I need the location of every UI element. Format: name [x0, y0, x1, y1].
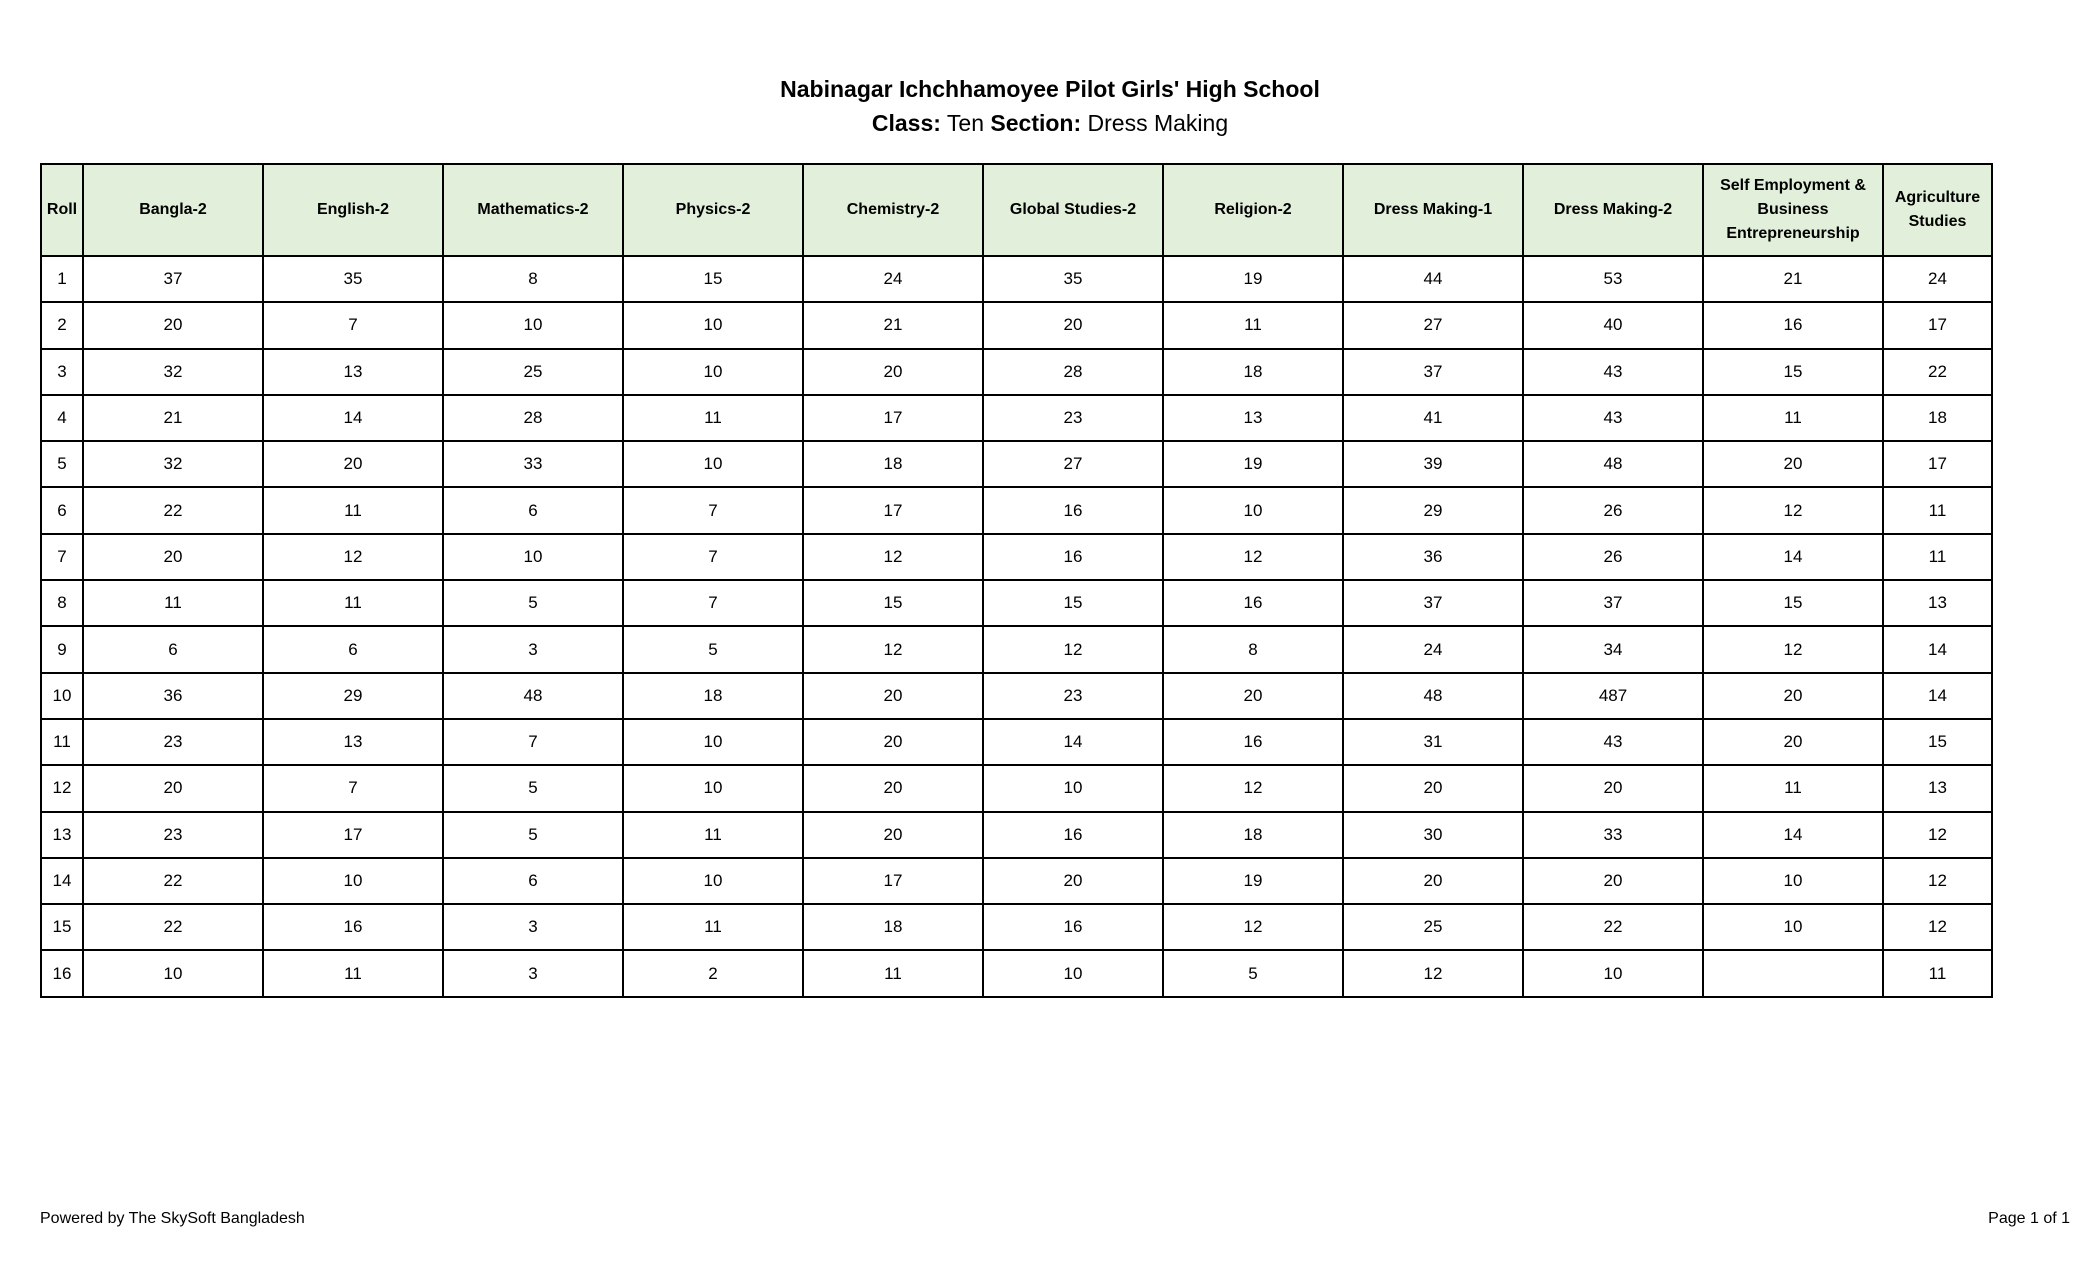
table-row [41, 256, 1992, 302]
mark-cell: 10 [623, 858, 803, 904]
mark-cell: 16 [1703, 302, 1883, 348]
section-label: Section: [990, 110, 1082, 136]
mark-cell: 10 [623, 302, 803, 348]
mark-cell: 17 [803, 858, 983, 904]
mark-cell: 18 [623, 673, 803, 719]
mark-cell: 8 [443, 256, 623, 302]
mark-cell: 17 [263, 812, 443, 858]
mark-cell: 17 [803, 395, 983, 441]
report-header [0, 72, 2100, 140]
roll-cell: 10 [41, 673, 83, 719]
marks-table [40, 163, 1993, 998]
roll-cell: 4 [41, 395, 83, 441]
table-header-row [41, 164, 1992, 256]
mark-cell: 18 [803, 441, 983, 487]
column-header: Religion-2 [1163, 164, 1343, 256]
mark-cell: 10 [623, 765, 803, 811]
mark-cell: 20 [1343, 858, 1523, 904]
mark-cell: 26 [1523, 487, 1703, 533]
mark-cell: 16 [983, 487, 1163, 533]
mark-cell: 12 [1343, 950, 1523, 996]
page-number: Page 1 of 1 [1988, 1210, 2070, 1227]
mark-cell: 487 [1523, 673, 1703, 719]
column-header: English-2 [263, 164, 443, 256]
roll-cell: 5 [41, 441, 83, 487]
mark-cell: 15 [1883, 719, 1992, 765]
mark-cell [1703, 950, 1883, 996]
mark-cell: 12 [803, 626, 983, 672]
mark-cell: 10 [443, 534, 623, 580]
mark-cell: 27 [983, 441, 1163, 487]
mark-cell: 14 [1883, 673, 1992, 719]
mark-cell: 12 [1703, 487, 1883, 533]
mark-cell: 18 [1883, 395, 1992, 441]
mark-cell: 12 [1703, 626, 1883, 672]
mark-cell: 15 [623, 256, 803, 302]
mark-cell: 20 [83, 534, 263, 580]
table-row [41, 719, 1992, 765]
mark-cell: 16 [983, 904, 1163, 950]
mark-cell: 13 [1883, 765, 1992, 811]
mark-cell: 11 [263, 950, 443, 996]
mark-cell: 18 [803, 904, 983, 950]
mark-cell: 25 [443, 349, 623, 395]
roll-cell: 16 [41, 950, 83, 996]
mark-cell: 37 [83, 256, 263, 302]
mark-cell: 15 [1703, 349, 1883, 395]
mark-cell: 26 [1523, 534, 1703, 580]
mark-cell: 11 [1703, 765, 1883, 811]
mark-cell: 48 [443, 673, 623, 719]
roll-cell: 3 [41, 349, 83, 395]
roll-cell: 6 [41, 487, 83, 533]
mark-cell: 12 [1163, 904, 1343, 950]
class-label: Class: [871, 110, 941, 136]
mark-cell: 21 [1703, 256, 1883, 302]
mark-cell: 6 [443, 487, 623, 533]
mark-cell: 16 [983, 534, 1163, 580]
mark-cell: 20 [1703, 441, 1883, 487]
mark-cell: 20 [83, 765, 263, 811]
mark-cell: 14 [1703, 534, 1883, 580]
mark-cell: 14 [1703, 812, 1883, 858]
mark-cell: 10 [983, 765, 1163, 811]
mark-cell: 22 [83, 904, 263, 950]
roll-cell: 8 [41, 580, 83, 626]
mark-cell: 40 [1523, 302, 1703, 348]
mark-cell: 11 [1883, 534, 1992, 580]
mark-cell: 20 [1523, 765, 1703, 811]
mark-cell: 20 [1703, 673, 1883, 719]
section-value: Dress Making [1087, 110, 1229, 136]
table-row [41, 858, 1992, 904]
mark-cell: 23 [83, 812, 263, 858]
mark-cell: 24 [803, 256, 983, 302]
mark-cell: 17 [1883, 441, 1992, 487]
mark-cell: 20 [263, 441, 443, 487]
mark-cell: 5 [443, 580, 623, 626]
mark-cell: 33 [1523, 812, 1703, 858]
mark-cell: 19 [1163, 858, 1343, 904]
column-header: Dress Making-2 [1523, 164, 1703, 256]
mark-cell: 5 [443, 765, 623, 811]
mark-cell: 41 [1343, 395, 1523, 441]
mark-cell: 13 [263, 349, 443, 395]
mark-cell: 20 [803, 349, 983, 395]
mark-cell: 30 [1343, 812, 1523, 858]
powered-by-footer: Powered by The SkySoft Bangladesh [40, 1210, 305, 1227]
column-header: Self Employment & Business Entrepreneurship [1703, 164, 1883, 256]
mark-cell: 14 [1883, 626, 1992, 672]
mark-cell: 13 [1163, 395, 1343, 441]
mark-cell: 10 [1523, 950, 1703, 996]
mark-cell: 20 [1703, 719, 1883, 765]
mark-cell: 32 [83, 441, 263, 487]
mark-cell: 14 [983, 719, 1163, 765]
table-row [41, 950, 1992, 996]
mark-cell: 10 [443, 302, 623, 348]
table-row [41, 441, 1992, 487]
mark-cell: 16 [263, 904, 443, 950]
mark-cell: 10 [623, 349, 803, 395]
mark-cell: 21 [803, 302, 983, 348]
mark-cell: 53 [1523, 256, 1703, 302]
mark-cell: 7 [263, 302, 443, 348]
mark-cell: 12 [1163, 765, 1343, 811]
mark-cell: 36 [1343, 534, 1523, 580]
mark-cell: 48 [1523, 441, 1703, 487]
mark-cell: 10 [83, 950, 263, 996]
mark-cell: 11 [1163, 302, 1343, 348]
mark-cell: 18 [1163, 349, 1343, 395]
mark-cell: 7 [443, 719, 623, 765]
mark-cell: 20 [1523, 858, 1703, 904]
roll-cell: 12 [41, 765, 83, 811]
mark-cell: 19 [1163, 256, 1343, 302]
mark-cell: 43 [1523, 395, 1703, 441]
roll-cell: 15 [41, 904, 83, 950]
mark-cell: 36 [83, 673, 263, 719]
table-row [41, 812, 1992, 858]
mark-cell: 2 [623, 950, 803, 996]
mark-cell: 3 [443, 904, 623, 950]
mark-cell: 10 [1703, 858, 1883, 904]
mark-cell: 5 [1163, 950, 1343, 996]
mark-cell: 37 [1523, 580, 1703, 626]
mark-cell: 28 [983, 349, 1163, 395]
mark-cell: 12 [1883, 812, 1992, 858]
mark-cell: 10 [983, 950, 1163, 996]
table-row [41, 904, 1992, 950]
mark-cell: 15 [1703, 580, 1883, 626]
mark-cell: 20 [1343, 765, 1523, 811]
mark-cell: 19 [1163, 441, 1343, 487]
mark-cell: 7 [623, 534, 803, 580]
mark-cell: 23 [83, 719, 263, 765]
mark-cell: 22 [1883, 349, 1992, 395]
mark-cell: 20 [803, 673, 983, 719]
table-row [41, 302, 1992, 348]
mark-cell: 22 [83, 487, 263, 533]
mark-cell: 12 [1883, 858, 1992, 904]
mark-cell: 33 [443, 441, 623, 487]
column-header: Roll [41, 164, 83, 256]
mark-cell: 11 [263, 487, 443, 533]
mark-cell: 12 [1163, 534, 1343, 580]
mark-cell: 11 [623, 904, 803, 950]
mark-cell: 11 [1703, 395, 1883, 441]
mark-cell: 20 [983, 302, 1163, 348]
mark-cell: 11 [263, 580, 443, 626]
mark-cell: 22 [1523, 904, 1703, 950]
mark-cell: 6 [263, 626, 443, 672]
roll-cell: 7 [41, 534, 83, 580]
mark-cell: 16 [1163, 580, 1343, 626]
mark-cell: 5 [443, 812, 623, 858]
mark-cell: 13 [263, 719, 443, 765]
table-row [41, 765, 1992, 811]
school-name: Nabinagar Ichchhamoyee Pilot Girls' High School [780, 76, 1320, 102]
mark-cell: 27 [1343, 302, 1523, 348]
mark-cell: 15 [803, 580, 983, 626]
mark-cell: 16 [983, 812, 1163, 858]
mark-cell: 48 [1343, 673, 1523, 719]
roll-cell: 1 [41, 256, 83, 302]
mark-cell: 11 [803, 950, 983, 996]
column-header: Chemistry-2 [803, 164, 983, 256]
mark-cell: 12 [1883, 904, 1992, 950]
mark-cell: 24 [1883, 256, 1992, 302]
mark-cell: 23 [983, 395, 1163, 441]
table-row [41, 487, 1992, 533]
mark-cell: 22 [83, 858, 263, 904]
mark-cell: 10 [623, 719, 803, 765]
mark-cell: 17 [1883, 302, 1992, 348]
mark-cell: 35 [263, 256, 443, 302]
roll-cell: 9 [41, 626, 83, 672]
mark-cell: 20 [83, 302, 263, 348]
mark-cell: 3 [443, 950, 623, 996]
class-section-line [0, 106, 2100, 140]
mark-cell: 23 [983, 673, 1163, 719]
column-header: Bangla-2 [83, 164, 263, 256]
mark-cell: 12 [983, 626, 1163, 672]
column-header: Physics-2 [623, 164, 803, 256]
mark-cell: 11 [623, 395, 803, 441]
mark-cell: 39 [1343, 441, 1523, 487]
table-row [41, 349, 1992, 395]
mark-cell: 37 [1343, 580, 1523, 626]
mark-cell: 12 [263, 534, 443, 580]
mark-cell: 11 [1883, 487, 1992, 533]
mark-cell: 7 [263, 765, 443, 811]
column-header: Mathematics-2 [443, 164, 623, 256]
mark-cell: 24 [1343, 626, 1523, 672]
mark-cell: 20 [803, 719, 983, 765]
mark-cell: 29 [1343, 487, 1523, 533]
mark-cell: 35 [983, 256, 1163, 302]
table-row [41, 626, 1992, 672]
table-row [41, 673, 1992, 719]
mark-cell: 29 [263, 673, 443, 719]
mark-cell: 34 [1523, 626, 1703, 672]
mark-cell: 17 [803, 487, 983, 533]
mark-cell: 11 [1883, 950, 1992, 996]
mark-cell: 11 [623, 812, 803, 858]
column-header: Global Studies-2 [983, 164, 1163, 256]
mark-cell: 11 [83, 580, 263, 626]
mark-cell: 6 [443, 858, 623, 904]
mark-cell: 3 [443, 626, 623, 672]
mark-cell: 43 [1523, 719, 1703, 765]
mark-cell: 31 [1343, 719, 1523, 765]
table-row [41, 580, 1992, 626]
mark-cell: 21 [83, 395, 263, 441]
mark-cell: 14 [263, 395, 443, 441]
mark-cell: 12 [803, 534, 983, 580]
mark-cell: 20 [983, 858, 1163, 904]
mark-cell: 6 [83, 626, 263, 672]
mark-cell: 10 [1703, 904, 1883, 950]
mark-cell: 20 [1163, 673, 1343, 719]
roll-cell: 13 [41, 812, 83, 858]
mark-cell: 10 [263, 858, 443, 904]
table-row [41, 534, 1992, 580]
mark-cell: 15 [983, 580, 1163, 626]
mark-cell: 20 [803, 812, 983, 858]
mark-cell: 37 [1343, 349, 1523, 395]
column-header: Dress Making-1 [1343, 164, 1523, 256]
class-value: Ten [946, 110, 984, 136]
mark-cell: 44 [1343, 256, 1523, 302]
column-header: Agriculture Studies [1883, 164, 1992, 256]
mark-cell: 43 [1523, 349, 1703, 395]
mark-cell: 20 [803, 765, 983, 811]
mark-cell: 32 [83, 349, 263, 395]
mark-cell: 5 [623, 626, 803, 672]
table-body [41, 256, 1992, 997]
mark-cell: 18 [1163, 812, 1343, 858]
roll-cell: 14 [41, 858, 83, 904]
roll-cell: 2 [41, 302, 83, 348]
mark-cell: 25 [1343, 904, 1523, 950]
mark-cell: 7 [623, 580, 803, 626]
mark-cell: 10 [623, 441, 803, 487]
mark-cell: 13 [1883, 580, 1992, 626]
mark-cell: 7 [623, 487, 803, 533]
mark-cell: 8 [1163, 626, 1343, 672]
table-row [41, 395, 1992, 441]
mark-cell: 28 [443, 395, 623, 441]
mark-cell: 16 [1163, 719, 1343, 765]
roll-cell: 11 [41, 719, 83, 765]
mark-cell: 10 [1163, 487, 1343, 533]
